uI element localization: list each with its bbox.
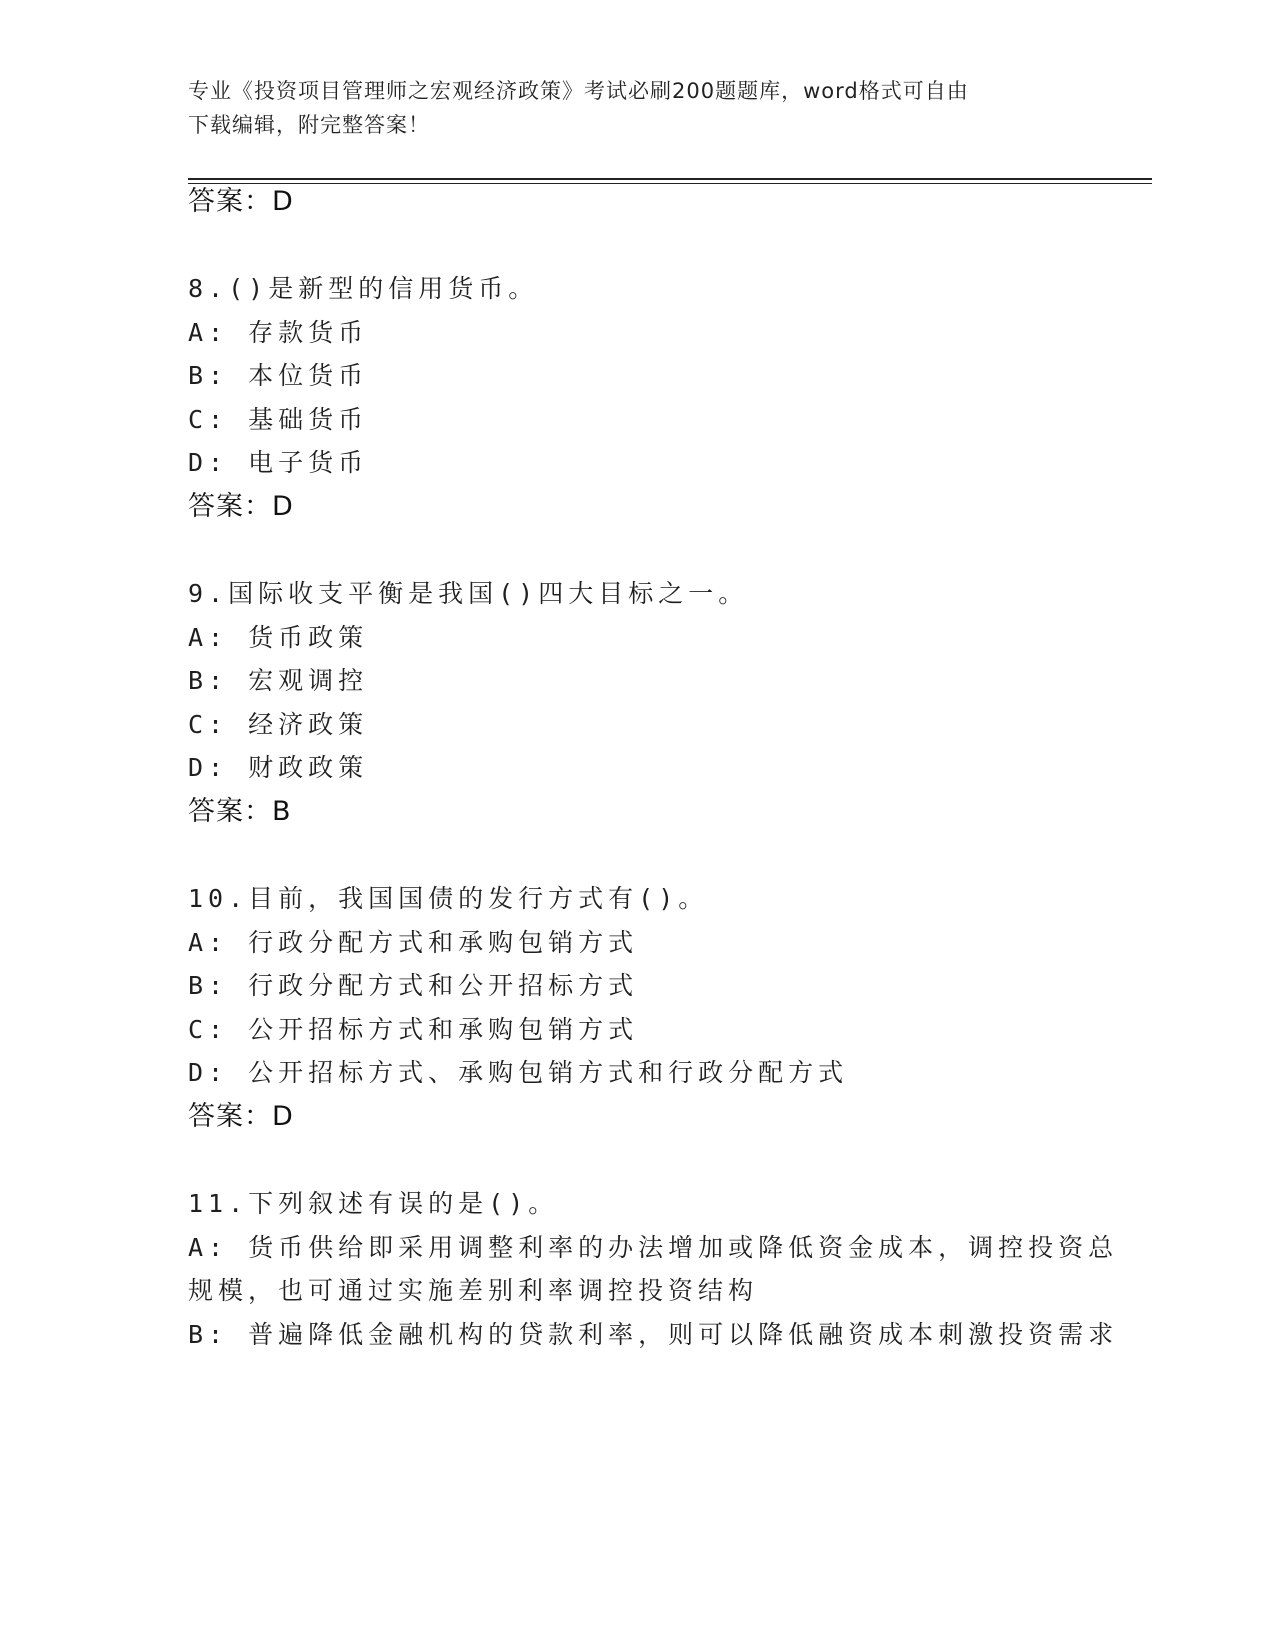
header-line-1: 专业《投资项目管理师之宏观经济政策》考试必刷200题题库，word格式可自由: [188, 79, 969, 103]
question-10-option-d: D: 公开招标方式、承购包销方式和行政分配方式: [188, 1058, 849, 1087]
header-divider-thin: [188, 183, 1152, 184]
question-8-stem: 8.()是新型的信用货币。: [188, 274, 539, 303]
answer-10: 答案：D: [188, 1101, 294, 1132]
question-11-option-a-line-2: 规模，也可通过实施差别利率调控投资结构: [188, 1276, 759, 1305]
question-11-option-a-line-1: A: 货币供给即采用调整利率的办法增加或降低资金成本，调控投资总: [188, 1233, 1119, 1262]
question-9-option-a: A: 货币政策: [188, 623, 369, 652]
question-10-option-a: A: 行政分配方式和承购包销方式: [188, 928, 639, 957]
question-8-option-b: B: 本位货币: [188, 361, 369, 390]
question-9-stem: 9.国际收支平衡是我国()四大目标之一。: [188, 579, 749, 608]
answer-7: 答案：D: [188, 186, 294, 217]
question-8-option-a: A: 存款货币: [188, 318, 369, 347]
question-9-option-c: C: 经济政策: [188, 710, 369, 739]
question-11-stem: 11.下列叙述有误的是()。: [188, 1189, 559, 1218]
question-8-option-c: C: 基础货币: [188, 405, 369, 434]
header-line-2: 下载编辑，附完整答案！: [188, 113, 430, 137]
answer-9: 答案：B: [188, 796, 292, 827]
question-9-option-d: D: 财政政策: [188, 753, 369, 782]
question-10-stem: 10.目前，我国国债的发行方式有()。: [188, 884, 709, 913]
question-10-option-c: C: 公开招标方式和承购包销方式: [188, 1015, 639, 1044]
question-10-option-b: B: 行政分配方式和公开招标方式: [188, 971, 639, 1000]
document-header: [188, 74, 1068, 142]
question-8-option-d: D: 电子货币: [188, 448, 369, 477]
header-divider-thick: [188, 178, 1152, 180]
answer-8: 答案：D: [188, 491, 294, 522]
question-9-option-b: B: 宏观调控: [188, 666, 369, 695]
question-11-option-b: B: 普遍降低金融机构的贷款利率，则可以降低融资成本刺激投资需求: [188, 1320, 1119, 1349]
